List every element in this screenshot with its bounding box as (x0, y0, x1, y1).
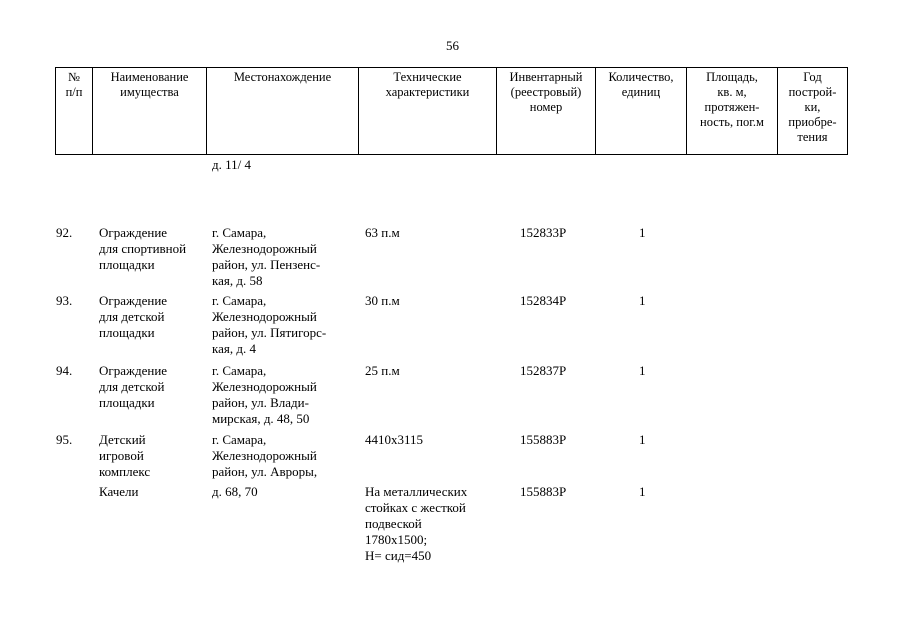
property-location: г. Самара, Железнодорожный район, ул. Пензенс- кая, д. 58 (212, 225, 321, 288)
technical-characteristics: 63 п.м (365, 225, 400, 240)
header-number: № п/п (56, 68, 93, 155)
technical-characteristics: 4410х3115 (365, 432, 424, 447)
inventory-number: 152837Р (520, 363, 567, 378)
quantity: 1 (639, 432, 646, 447)
inventory-number: 152834Р (520, 293, 567, 308)
header-area-length: Площадь, кв. м, протяжен- ность, пог.м (687, 68, 778, 155)
inventory-number: 155883Р (520, 432, 567, 447)
inventory-number: 155883Р (520, 484, 567, 499)
technical-characteristics: 30 п.м (365, 293, 400, 308)
quantity: 1 (639, 363, 646, 378)
property-name: Детский игровой комплекс (99, 432, 151, 479)
header-year: Год построй- ки, приобре- тения (778, 68, 848, 155)
technical-characteristics: На металлических стойках с жесткой подвеской 1780х1500; Н= сид=450 (365, 484, 468, 563)
property-name: Ограждение для детской площадки (99, 293, 168, 340)
quantity: 1 (639, 484, 646, 499)
technical-characteristics: 25 п.м (365, 363, 400, 378)
property-location: г. Самара, Железнодорожный район, ул. Пятигорс- кая, д. 4 (212, 293, 327, 356)
header-quantity: Количество, единиц (596, 68, 687, 155)
property-name: Ограждение для спортивной площадки (99, 225, 187, 272)
row-number: 93. (56, 293, 73, 308)
property-table-header (55, 67, 848, 155)
row-number: 92. (56, 225, 73, 240)
property-name: Ограждение для детской площадки (99, 363, 168, 410)
inventory-number: 152833Р (520, 225, 567, 240)
row-number: 94. (56, 363, 73, 378)
header-location: Местонахождение (207, 68, 359, 155)
row-number: 95. (56, 432, 73, 447)
quantity: 1 (639, 293, 646, 308)
header-technical-characteristics: Технические характеристики (359, 68, 497, 155)
property-name: Качели (99, 484, 139, 499)
header-property-name: Наименование имущества (93, 68, 207, 155)
property-location: д. 68, 70 (212, 484, 258, 499)
header-inventory-number: Инвентарный (реестровый) номер (497, 68, 596, 155)
continuation-text: д. 11/ 4 (212, 157, 251, 172)
quantity: 1 (639, 225, 646, 240)
property-location: г. Самара, Железнодорожный район, ул. Влади- мирская, д. 48, 50 (212, 363, 317, 426)
page-number: 56 (446, 38, 459, 53)
property-location: г. Самара, Железнодорожный район, ул. Авроры, (212, 432, 318, 479)
